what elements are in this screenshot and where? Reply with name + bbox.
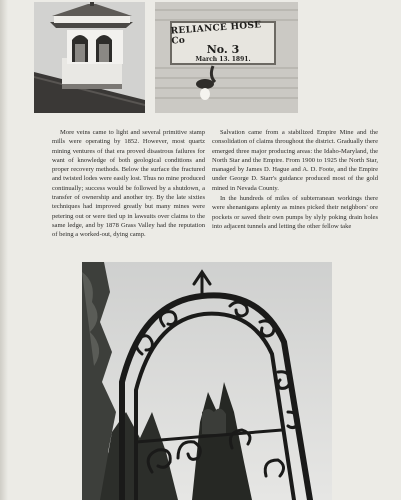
text-column-left <box>52 128 205 240</box>
paragraph: In the hundreds of miles of subterranean workings there were shenanigans aplenty as mines picked their neighbors' ore pockets or saved their own pumps by slyly poking drain holes into adjacent tunnels and letting the other fellow take <box>212 195 378 230</box>
text-column-right <box>212 128 378 231</box>
page-edge <box>0 0 8 500</box>
paragraph: Salvation came from a stabilized Empire Mine and the consolidation of claims throughout the district. Gradually there emerged three major producing areas: the Idaho-Maryland, the North Star and the Empire. From 1900 to 1925 the North Star, managed by James D. Hague and A. D. Foote, and the Empire under George D. Starr's guidance produced most of the gold mined in Nevada County. <box>212 129 378 192</box>
paragraph: More veins came to light and several primitive stamp mills were operating by 1852. However, most quartz mining ventures of that era proved disastrous failures for want of knowledge of both geological conditions and proper recovery methods. Below the surface the fractured and twisted lodes were easily lost. Thus no mine produced continually; success would be followed by a shutdown, a transfer of ownership and another try. By the late sixties techniques had improved greatly but many mines were petering out or were tied up in lawsuits over claims to the same ledge, and by 1878 Grass Valley had the reputation of being a worked-out, dying camp. <box>52 129 205 239</box>
sign-line-2: No. 3 <box>206 43 240 56</box>
sign-text <box>171 22 275 64</box>
sign-line-3: March 13. 1891. <box>195 56 251 63</box>
iron-gate-photo <box>82 262 332 500</box>
sign-line-1: RELIANCE HOSE Co <box>170 20 262 47</box>
cupola-photo <box>34 2 145 113</box>
reliance-hose-sign-photo <box>155 2 298 113</box>
